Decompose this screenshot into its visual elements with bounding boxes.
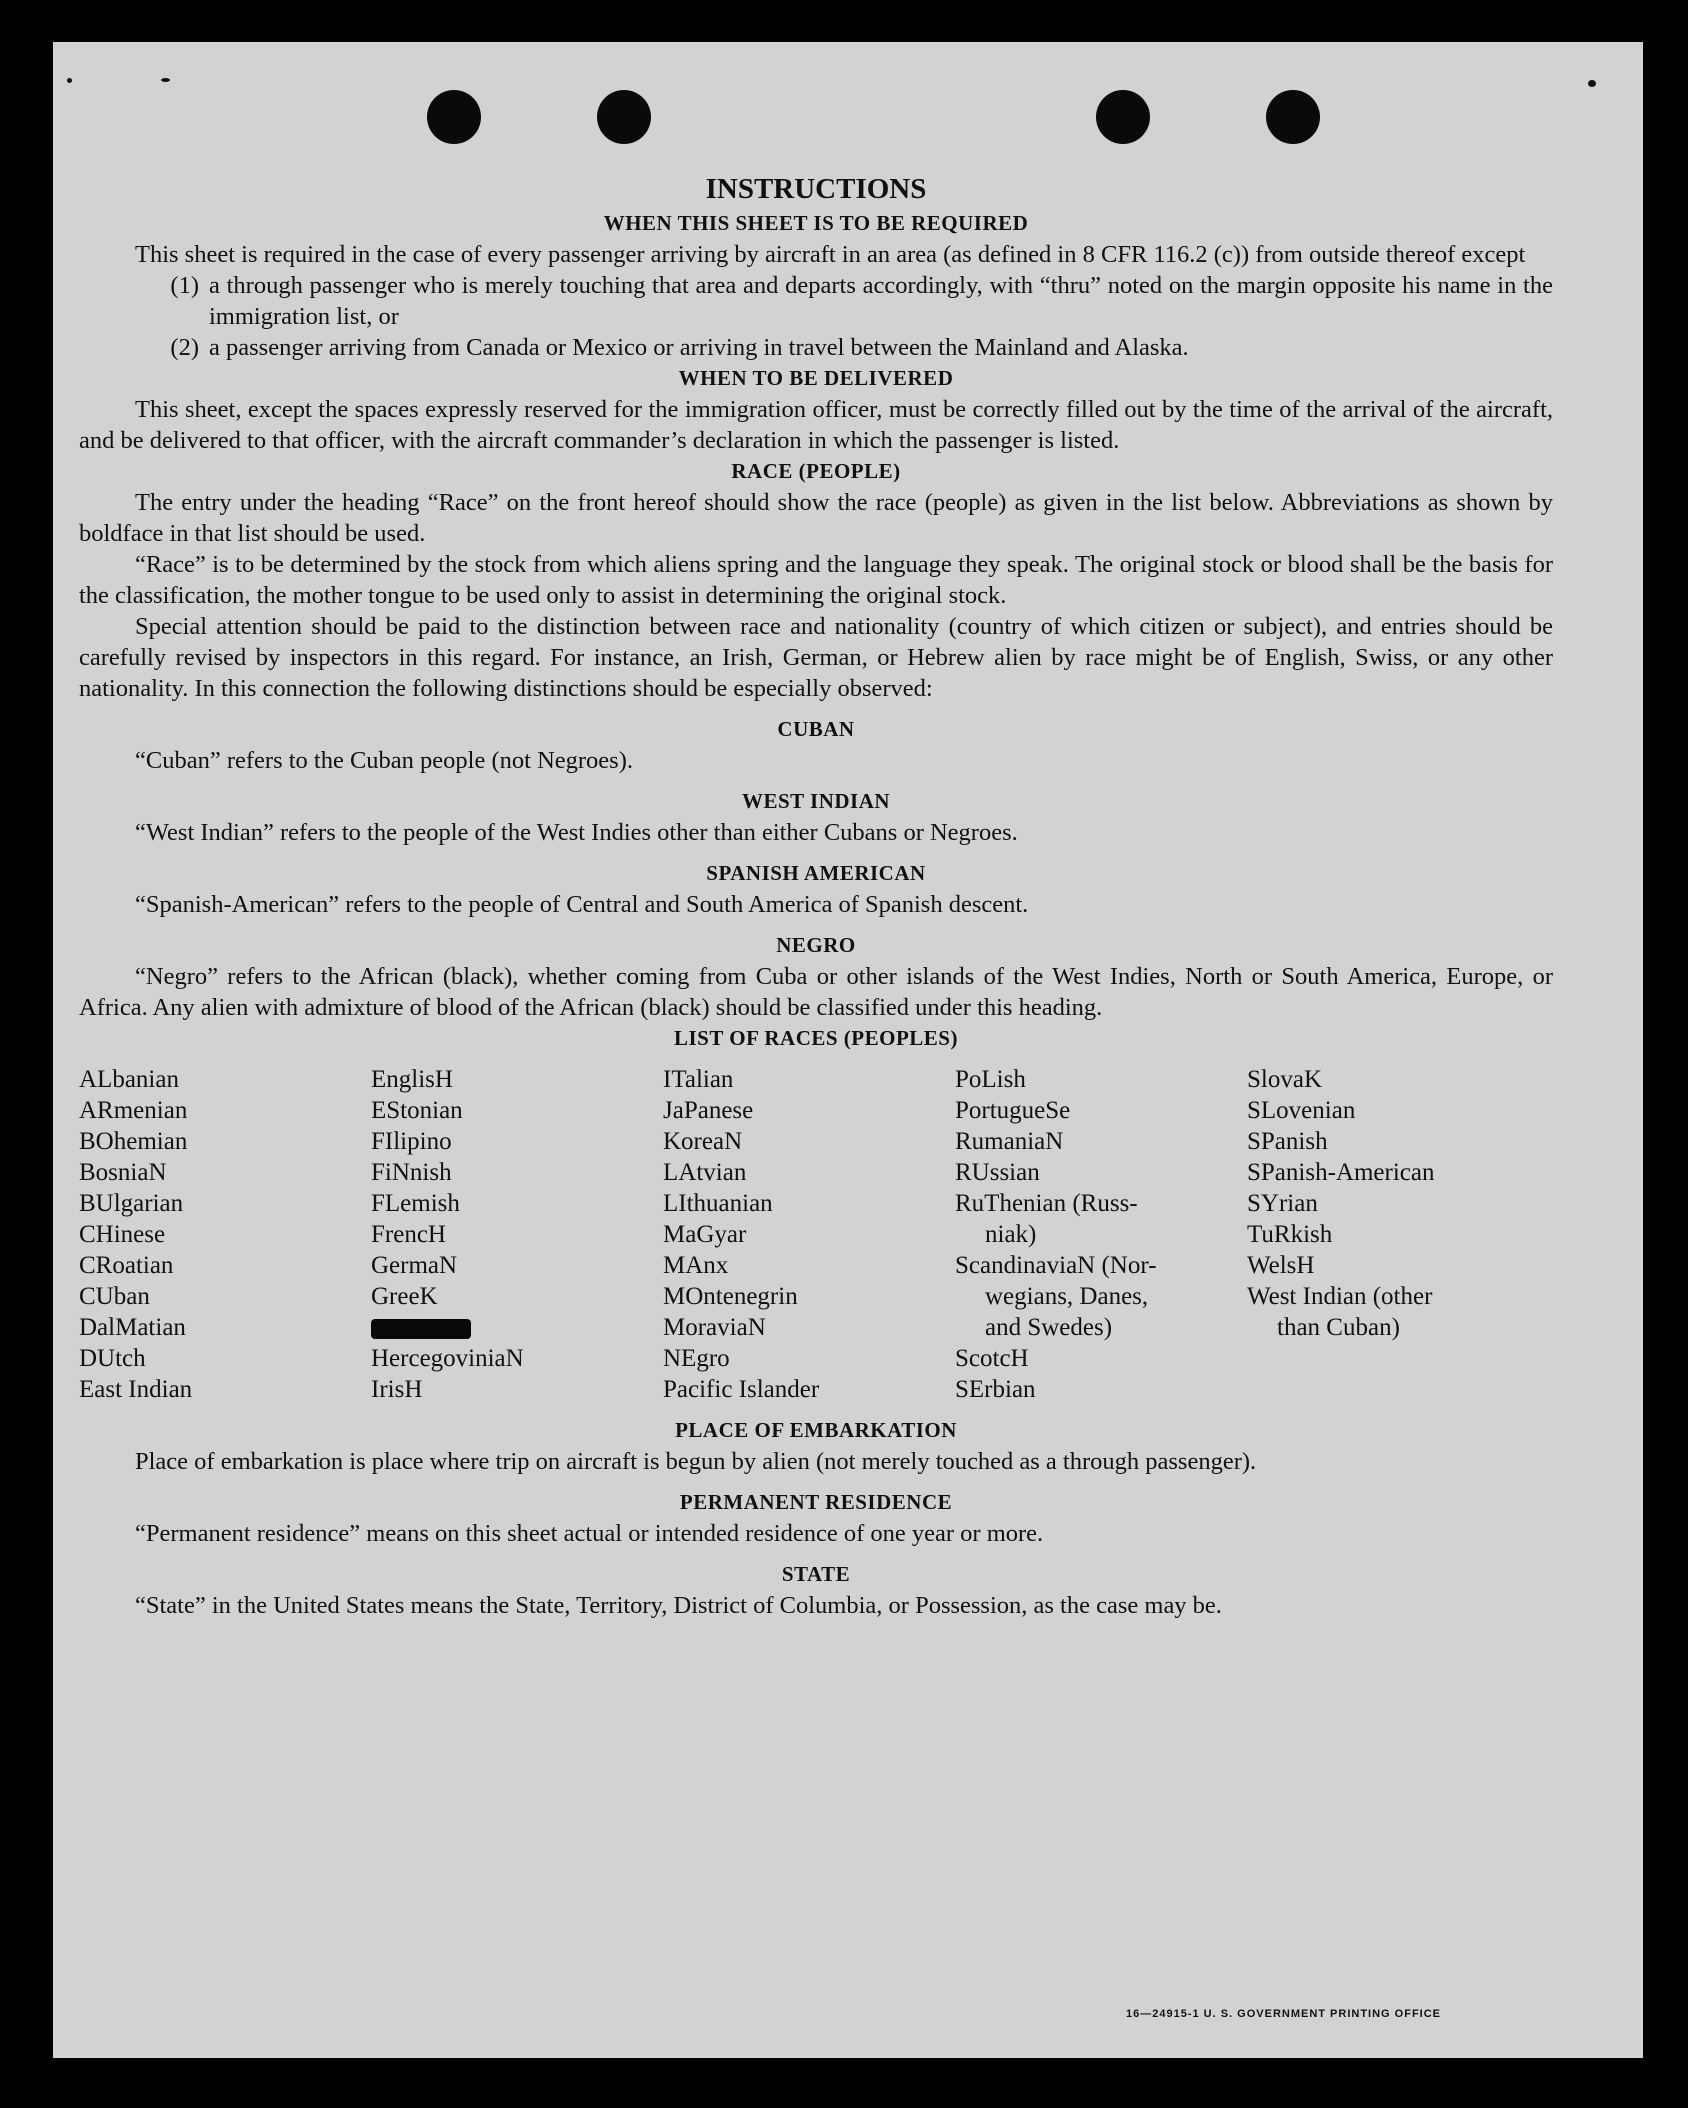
race-entry: ITalian (663, 1066, 734, 1093)
heading-negro: NEGRO (776, 933, 856, 957)
races-column (1247, 1064, 1553, 1405)
race-entry: GreeK (371, 1283, 438, 1310)
heading-race: RACE (PEOPLE) (731, 459, 901, 483)
races-column (79, 1064, 371, 1405)
races-column (663, 1064, 955, 1405)
race-entry: SYrian (1247, 1190, 1318, 1217)
race-entry: FrencH (371, 1221, 446, 1248)
list-item (79, 270, 1553, 332)
race-entry: WelsH (1247, 1252, 1315, 1279)
race-entry: ALbanian (79, 1066, 179, 1093)
punch-hole (597, 90, 651, 144)
race-entry: SErbian (955, 1376, 1036, 1403)
paragraph-when-required: This sheet is required in the case of every passenger arriving by aircraft in an area (as defined in 8 CFR 116.2 (c)) from outside thereof except (135, 241, 1526, 268)
race-entry: HercegoviniaN (371, 1345, 524, 1372)
paragraph-residence: “Permanent residence” means on this sheet actual or intended residence of one year or more. (135, 1520, 1044, 1547)
paragraph-state: “State” in the United States means the State, Territory, District of Columbia, or Possession, as the case may be. (135, 1592, 1222, 1619)
redaction-mark (371, 1319, 471, 1339)
heading-list-of-races: LIST OF RACES (PEOPLES) (674, 1026, 958, 1050)
races-list (79, 1064, 1553, 1405)
printing-office-code: 16—24915-1 U. S. GOVERNMENT PRINTING OFFICE (1126, 2008, 1442, 2020)
race-entry-continuation: and Swedes) (985, 1314, 1113, 1341)
race-entry: MAnx (663, 1252, 729, 1279)
list-item-number: (2) (170, 334, 199, 361)
list-item-text: a passenger arriving from Canada or Mexico or arriving in travel between the Mainland and Alaska. (209, 334, 1189, 361)
race-entry: DUtch (79, 1345, 146, 1372)
race-entry: BUlgarian (79, 1190, 184, 1217)
paragraph-west-indian: “West Indian” refers to the people of the West Indies other than either Cubans or Negroes. (135, 819, 1018, 846)
race-entry: SlovaK (1247, 1066, 1322, 1093)
race-entry-continuation: niak) (985, 1221, 1037, 1248)
heading-cuban: CUBAN (777, 717, 855, 741)
paragraph-race-1: The entry under the heading “Race” on the front hereof should show the race (people) as given in the list below. Abbreviations as shown by boldface in that list should be used. (79, 489, 1553, 547)
race-entry: BOhemian (79, 1128, 188, 1155)
dust-speck (67, 78, 72, 83)
heading-state: STATE (781, 1562, 851, 1586)
punch-hole (427, 90, 481, 144)
race-entry-continuation: wegians, Danes, (985, 1283, 1149, 1310)
paragraph-cuban: “Cuban” refers to the Cuban people (not Negroes). (135, 747, 633, 774)
race-entry: Pacific Islander (663, 1376, 820, 1403)
paragraph-embarkation: Place of embarkation is place where trip on aircraft is begun by alien (not merely touched as a through passenger). (135, 1448, 1257, 1475)
document-sheet (53, 42, 1643, 2058)
race-entry: IrisH (371, 1376, 423, 1403)
race-entry: LAtvian (663, 1159, 747, 1186)
race-entry: East Indian (79, 1376, 193, 1403)
race-entry: West Indian (other (1247, 1283, 1433, 1310)
race-entry: SLovenian (1247, 1097, 1356, 1124)
paragraph-race-3: Special attention should be paid to the distinction between race and nationality (country of which citizen or subject), and entries should be carefully revised by inspectors in this regard. For instance, an Irish, German, or Hebrew alien by race might be of English, Swiss, or any other nationality. In this connection the following distinctions should be especially observed: (79, 613, 1553, 702)
race-entry: CHinese (79, 1221, 166, 1248)
exception-list (79, 270, 1553, 363)
race-entry: CUban (79, 1283, 150, 1310)
race-entry: NEgro (663, 1345, 730, 1372)
paragraph-when-delivered: This sheet, except the spaces expressly reserved for the immigration officer, must be correctly filled out by the time of the arrival of the aircraft, and be delivered to that officer, with the aircraft commander’s declaration in which the passenger is listed. (79, 396, 1553, 454)
paragraph-race-2: “Race” is to be determined by the stock from which aliens spring and the language they speak. The original stock or blood shall be the basis for the classification, the mother tongue to be used only to assist in determining the original stock. (79, 551, 1553, 609)
race-entry: FLemish (371, 1190, 460, 1217)
races-column (371, 1064, 663, 1405)
race-entry: PortugueSe (955, 1097, 1071, 1124)
dust-speck (161, 78, 170, 82)
race-entry: KoreaN (663, 1128, 743, 1155)
heading-spanish-american: SPANISH AMERICAN (706, 861, 926, 885)
race-entry: SPanish (1247, 1128, 1328, 1155)
race-entry: DalMatian (79, 1314, 186, 1341)
race-entry: GermaN (371, 1252, 458, 1279)
instructions-content (79, 170, 1553, 1621)
list-item-text: a through passenger who is merely touching that area and departs accordingly, with “thru” noted on the margin opposite his name in the immigration list, or (209, 272, 1553, 330)
heading-residence: PERMANENT RESIDENCE (679, 1490, 953, 1514)
race-entry: ScotcH (955, 1345, 1029, 1372)
race-entry: EnglisH (371, 1066, 453, 1093)
race-entry: FiNnish (371, 1159, 452, 1186)
redacted-entry (371, 1312, 663, 1343)
punch-hole (1096, 90, 1150, 144)
race-entry: SPanish-American (1247, 1159, 1435, 1186)
page-title: INSTRUCTIONS (705, 173, 927, 205)
race-entry-continuation: than Cuban) (1277, 1314, 1400, 1341)
heading-when-required: WHEN THIS SHEET IS TO BE REQUIRED (603, 211, 1029, 235)
race-entry: EStonian (371, 1097, 463, 1124)
paragraph-negro: “Negro” refers to the African (black), whether coming from Cuba or other islands of the West Indies, North or South America, Europe, or Africa. Any alien with admixture of blood of the African (black) should be classified under this heading. (79, 963, 1553, 1021)
race-entry: CRoatian (79, 1252, 174, 1279)
race-entry: TuRkish (1247, 1221, 1333, 1248)
list-item (79, 332, 1553, 363)
race-entry: PoLish (955, 1066, 1026, 1093)
race-entry: RUssian (955, 1159, 1040, 1186)
list-item-number: (1) (170, 272, 199, 299)
dust-speck (1588, 80, 1596, 87)
heading-embarkation: PLACE OF EMBARKATION (675, 1418, 957, 1442)
race-entry: LIthuanian (663, 1190, 773, 1217)
race-entry: BosniaN (79, 1159, 167, 1186)
race-entry: ARmenian (79, 1097, 188, 1124)
races-column (955, 1064, 1247, 1405)
punch-hole (1266, 90, 1320, 144)
race-entry: RumaniaN (955, 1128, 1064, 1155)
race-entry: FIlipino (371, 1128, 452, 1155)
paragraph-spanish-american: “Spanish-American” refers to the people of Central and South America of Spanish descent. (135, 891, 1029, 918)
heading-when-delivered: WHEN TO BE DELIVERED (678, 366, 954, 390)
race-entry: MaGyar (663, 1221, 747, 1248)
race-entry: MOntenegrin (663, 1283, 798, 1310)
race-entry: RuThenian (Russ- (955, 1190, 1138, 1217)
race-entry: MoraviaN (663, 1314, 766, 1341)
race-entry: ScandinaviaN (Nor- (955, 1252, 1157, 1279)
race-entry: JaPanese (663, 1097, 754, 1124)
heading-west-indian: WEST INDIAN (741, 789, 891, 813)
